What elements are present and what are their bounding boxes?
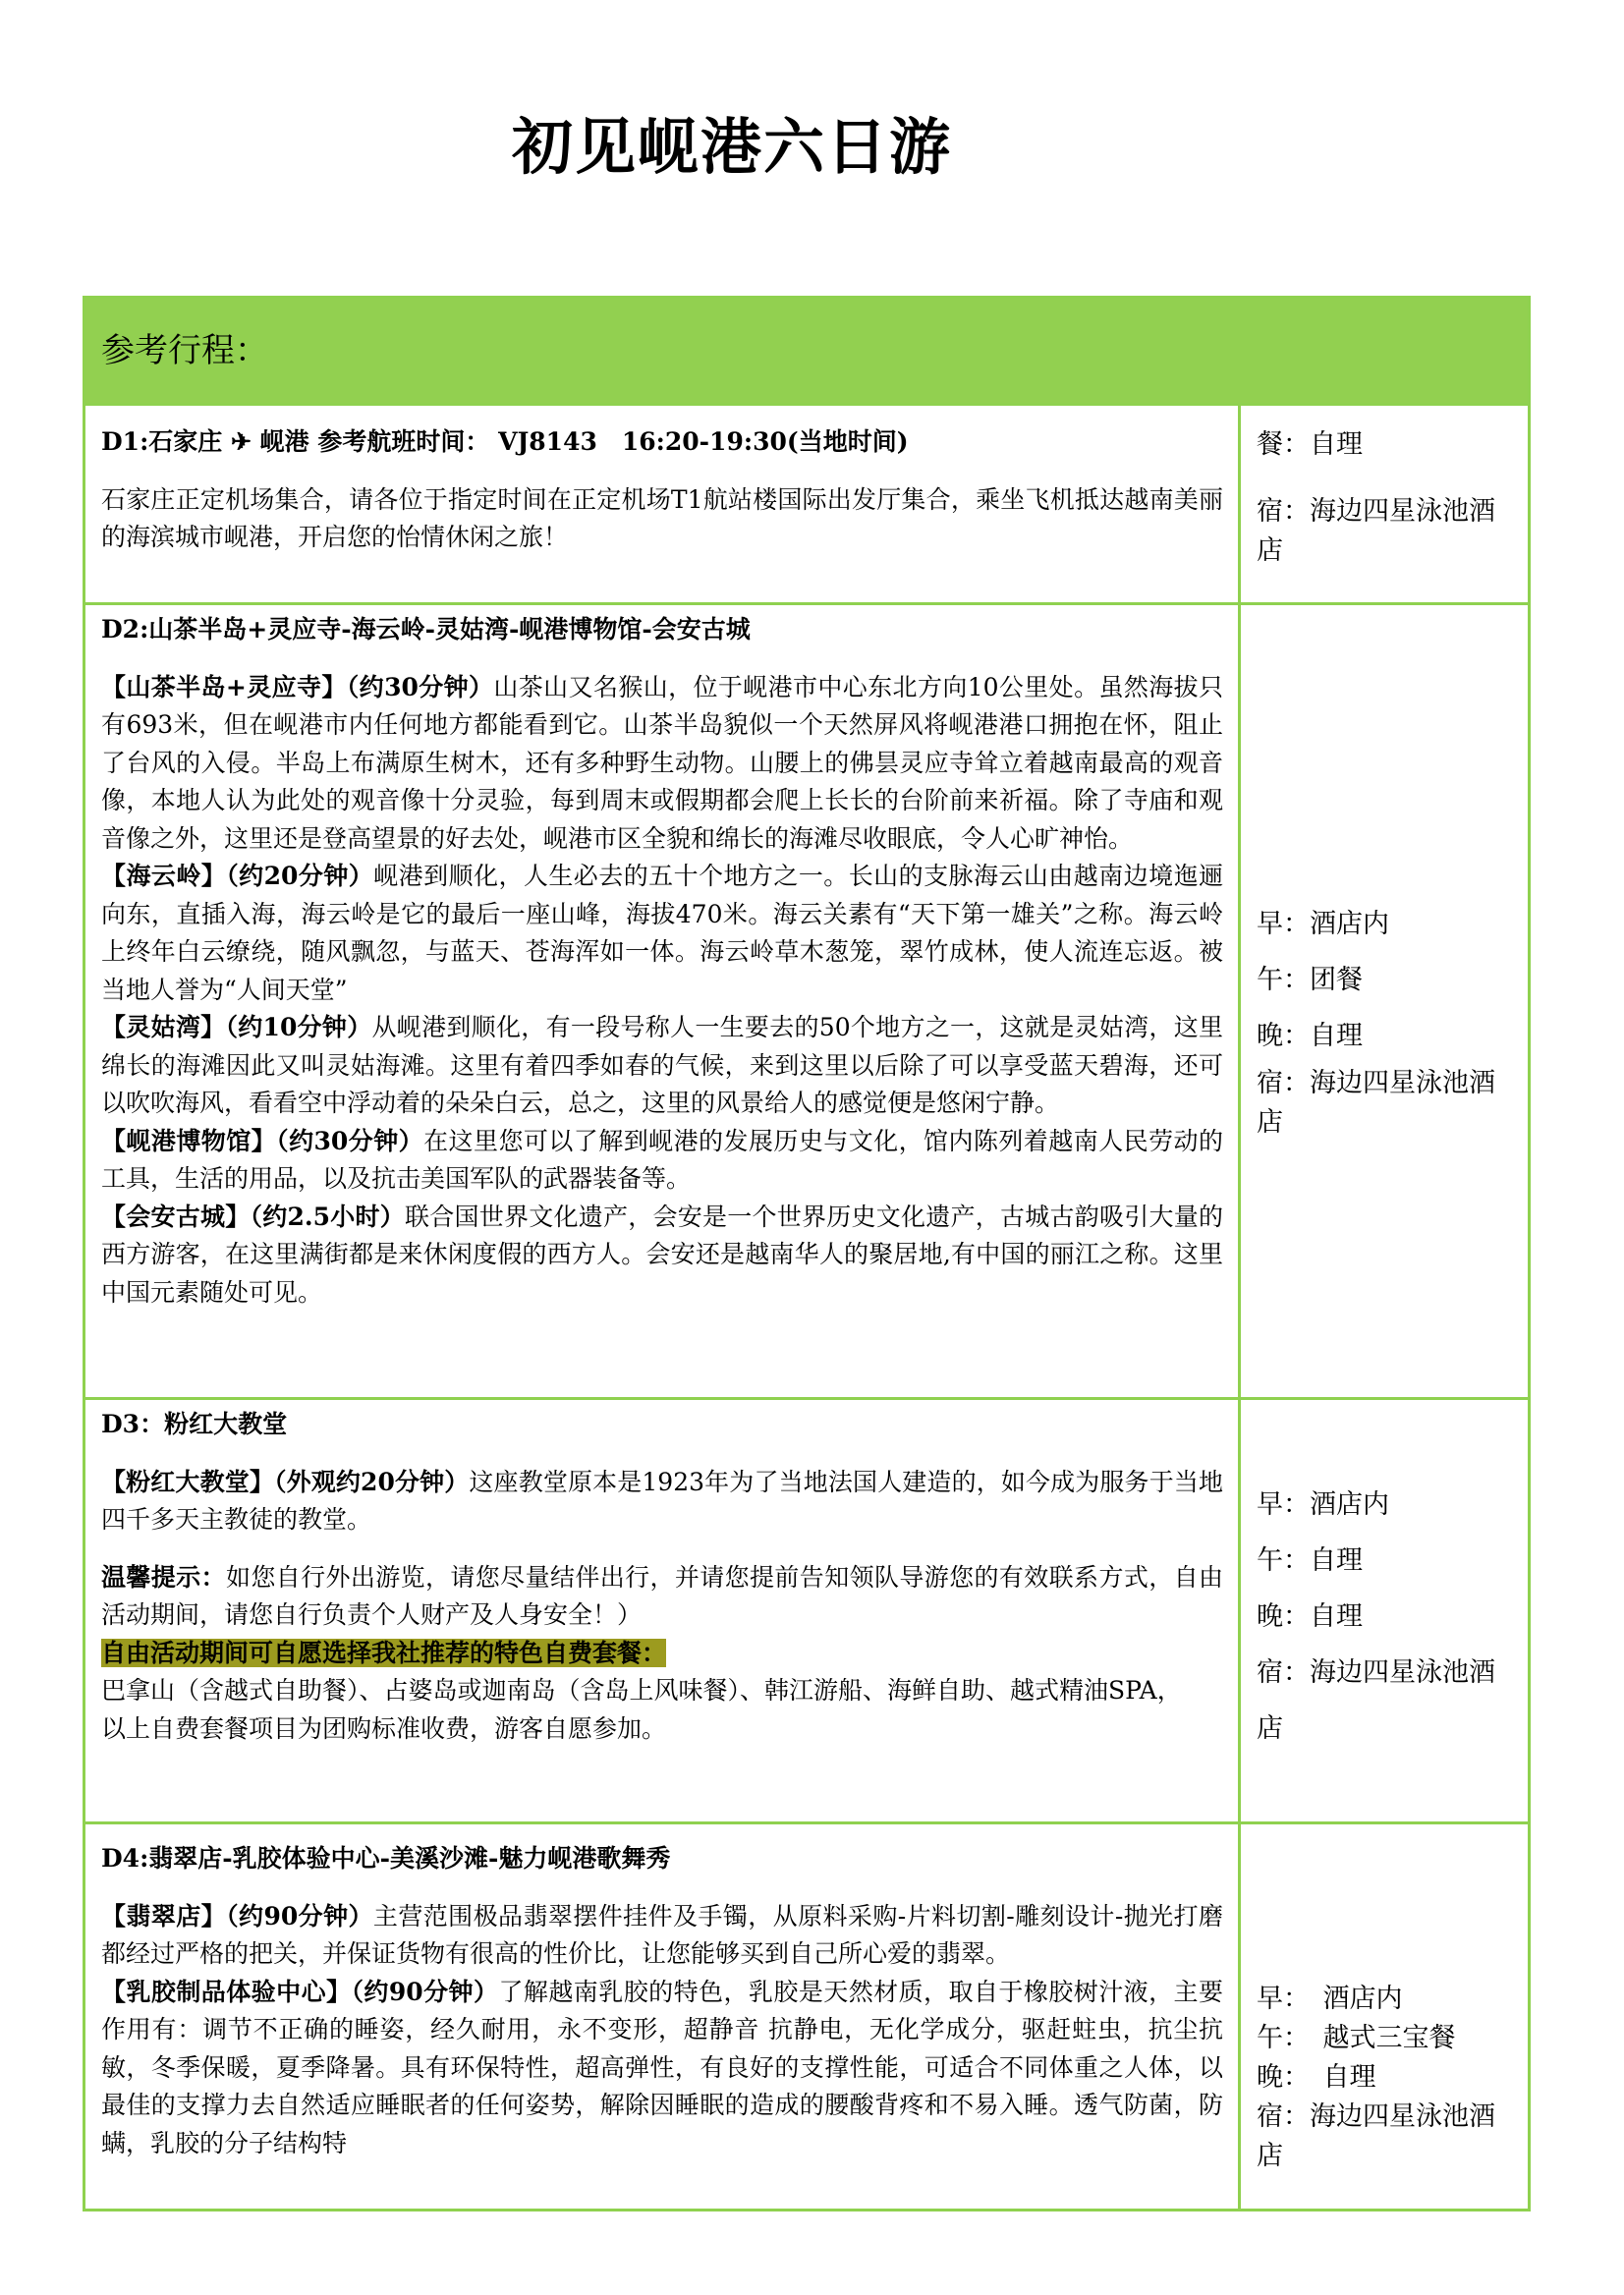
section-header: 参考行程：: [85, 299, 1528, 403]
meal-info: 餐：自理: [1257, 429, 1363, 460]
spot-text: 在这里您可以了解到岘港的发展历史与文化，馆内陈列着越南人民劳动的工具，生活的用品，以及抗击美国军队的武器装备等。: [101, 1126, 1223, 1193]
spot-name: 【灵姑湾】（约10分钟）: [101, 1013, 372, 1041]
spot-paragraph: [101, 1199, 1223, 1313]
spot-text: 联合国世界文化遗产，会安是一个世界历史文化遗产，古城古韵吸引大量的西方游客，在这里满街都是来休闲度假的西方人。会安还是越南华人的聚居地,有中国的丽江之称。这里中国元素随处可见。: [101, 1202, 1223, 1307]
note-text: 以上自费套餐项目为团购标准收费，游客自愿参加。: [101, 1713, 667, 1743]
hotel-info: 宿：海边四星泳池酒店: [1257, 496, 1495, 566]
breakfast-info: 早： 酒店内: [1257, 1984, 1403, 2014]
dinner-info: 晚：自理: [1257, 1021, 1363, 1051]
dinner-info: 晚：自理: [1257, 1601, 1363, 1632]
day-row-d3: [85, 1397, 1528, 1824]
spot-name: 【海云岭】（约20分钟）: [101, 862, 374, 890]
lunch-info: 午：团餐: [1257, 965, 1363, 995]
highlight-text: 自由活动期间可自愿选择我社推荐的特色自费套餐：: [101, 1638, 667, 1667]
day-row-d4: [85, 1821, 1528, 2209]
lunch-info: 午：自理: [1257, 1545, 1363, 1576]
day-row-d2: [85, 602, 1528, 1400]
day-row-d1: [85, 403, 1528, 605]
hotel-info: 宿：海边四星泳池酒店: [1257, 1068, 1495, 1138]
lunch-info: 午： 越式三宝餐: [1257, 2023, 1456, 2053]
spot-text: 了解越南乳胶的特色，乳胶是天然材质，取自于橡胶树汁液，主要作用有：调节不正确的睡姿，经久耐用，永不变形，超静音 抗静电，无化学成分，驱赶蛀虫，抗尘抗敏，冬季保暖，夏季降暑。具有环保特性，超高弹性，有良好的支撑性能，可适合不同体重之人体，以最佳的支撑力去自然适应睡眠者的任何姿势，解除因睡眠的造成的腰酸背疼和不易入睡。透气防菌，防螨，乳胶的分子结构特: [101, 1977, 1223, 2157]
breakfast-info: 早：酒店内: [1257, 1489, 1389, 1520]
day-heading: D4:翡翠店-乳胶体验中心-美溪沙滩-魅力岘港歌舞秀: [101, 1844, 671, 1873]
page-title: 初见岘港六日游: [511, 111, 952, 183]
day-heading: D2:山茶半岛+灵应寺-海云岭-灵姑湾-岘港博物馆-会安古城: [101, 615, 751, 644]
spot-name: 【岘港博物馆】（约30分钟）: [101, 1126, 424, 1155]
spot-paragraph: [101, 669, 1223, 859]
spot-paragraph: [101, 1123, 1223, 1199]
spot-paragraph: [101, 1898, 1223, 1974]
dinner-info: 晚： 自理: [1257, 2062, 1376, 2093]
itinerary-table: [83, 296, 1531, 2211]
tip-label: 温馨提示：: [101, 1562, 226, 1592]
spot-text: 岘港到顺化，人生必去的五十个地方之一。长山的支脉海云山由越南边境迤逦向东，直插入海，海云岭是它的最后一座山峰，海拔470米。海云关素有“天下第一雄关”之称。海云岭上终年白云缭绕，随风飘忽，与蓝天、苍海浑如一体。海云岭草木葱笼，翠竹成林，使人流连忘返。被当地人誉为“人间天堂”: [101, 862, 1223, 1004]
spot-paragraph: [101, 1464, 1223, 1539]
spot-paragraph: [101, 1009, 1223, 1123]
tip-paragraph: [101, 1559, 1223, 1635]
spot-paragraph: [101, 1974, 1223, 2163]
spot-name: 【粉红大教堂】（外观约20分钟）: [101, 1467, 470, 1496]
spot-text: 这座教堂原本是1923年为了当地法国人建造的，如今成为服务于当地四千多天主教徒的教堂。: [101, 1467, 1223, 1534]
spot-name: 【乳胶制品体验中心】（约90分钟）: [101, 1977, 499, 2006]
spot-text: 从岘港到顺化，有一段号称人一生要去的50个地方之一，这就是灵姑湾，这里绵长的海滩因此又叫灵姑海滩。这里有着四季如春的气候，来到这里以后除了可以享受蓝天碧海，还可以吹吹海风，看看空中浮动着的朵朵白云，总之，这里的风景给人的感觉便是悠闲宁静。: [101, 1013, 1223, 1117]
options-text: 巴拿山（含越式自助餐）、占婆岛或迦南岛（含岛上风味餐）、韩江游船、海鲜自助、越式精油SPA，: [101, 1676, 1182, 1705]
breakfast-info: 早：酒店内: [1257, 909, 1389, 939]
spot-name: 【会安古城】（约2.5小时）: [101, 1202, 405, 1231]
tip-text: 如您自行外出游览，请您尽量结伴出行，并请您提前告知领队导游您的有效联系方式，自由活动期间，请您自行负责个人财产及人身安全！）: [101, 1562, 1223, 1629]
hotel-info: 宿：海边四星泳池酒店: [1257, 1657, 1495, 1744]
spot-text: 山茶山又名猴山，位于岘港市中心东北方向10公里处。虽然海拔只有693米，但在岘港市内任何地方都能看到它。山茶半岛貌似一个天然屏风将岘港港口拥抱在怀，阻止了台风的入侵。半岛上布满原生树木，还有多种野生动物。山腰上的佛昙灵应寺耸立着越南最高的观音像，本地人认为此处的观音像十分灵验，每到周末或假期都会爬上长长的台阶前来祈福。除了寺庙和观音像之外，这里还是登高望景的好去处，岘港市区全貌和绵长的海滩尽收眼底，令人心旷神怡。: [101, 672, 1223, 853]
spot-paragraph: [101, 858, 1223, 1009]
spot-text: 主营范围极品翡翠摆件挂件及手镯，从原料采购-片料切割-雕刻设计-抛光打磨都经过严格的把关，并保证货物有很高的性价比，让您能够买到自己所心爱的翡翠。: [101, 1901, 1223, 1968]
spot-name: 【山茶半岛+灵应寺】（约30分钟）: [101, 672, 494, 701]
day-heading: D3：粉红大教堂: [101, 1410, 288, 1438]
day-text: 石家庄正定机场集合，请各位于指定时间在正定机场T1航站楼国际出发厅集合，乘坐飞机抵达越南美丽的海滨城市岘港，开启您的怡情休闲之旅！: [101, 484, 1223, 551]
spot-name: 【翡翠店】（约90分钟）: [101, 1901, 373, 1931]
hotel-info: 宿：海边四星泳池酒店: [1257, 2101, 1495, 2171]
day-heading: D1:石家庄 ✈ 岘港 参考航班时间： VJ8143 16:20-19:30(当地时间): [101, 427, 909, 456]
